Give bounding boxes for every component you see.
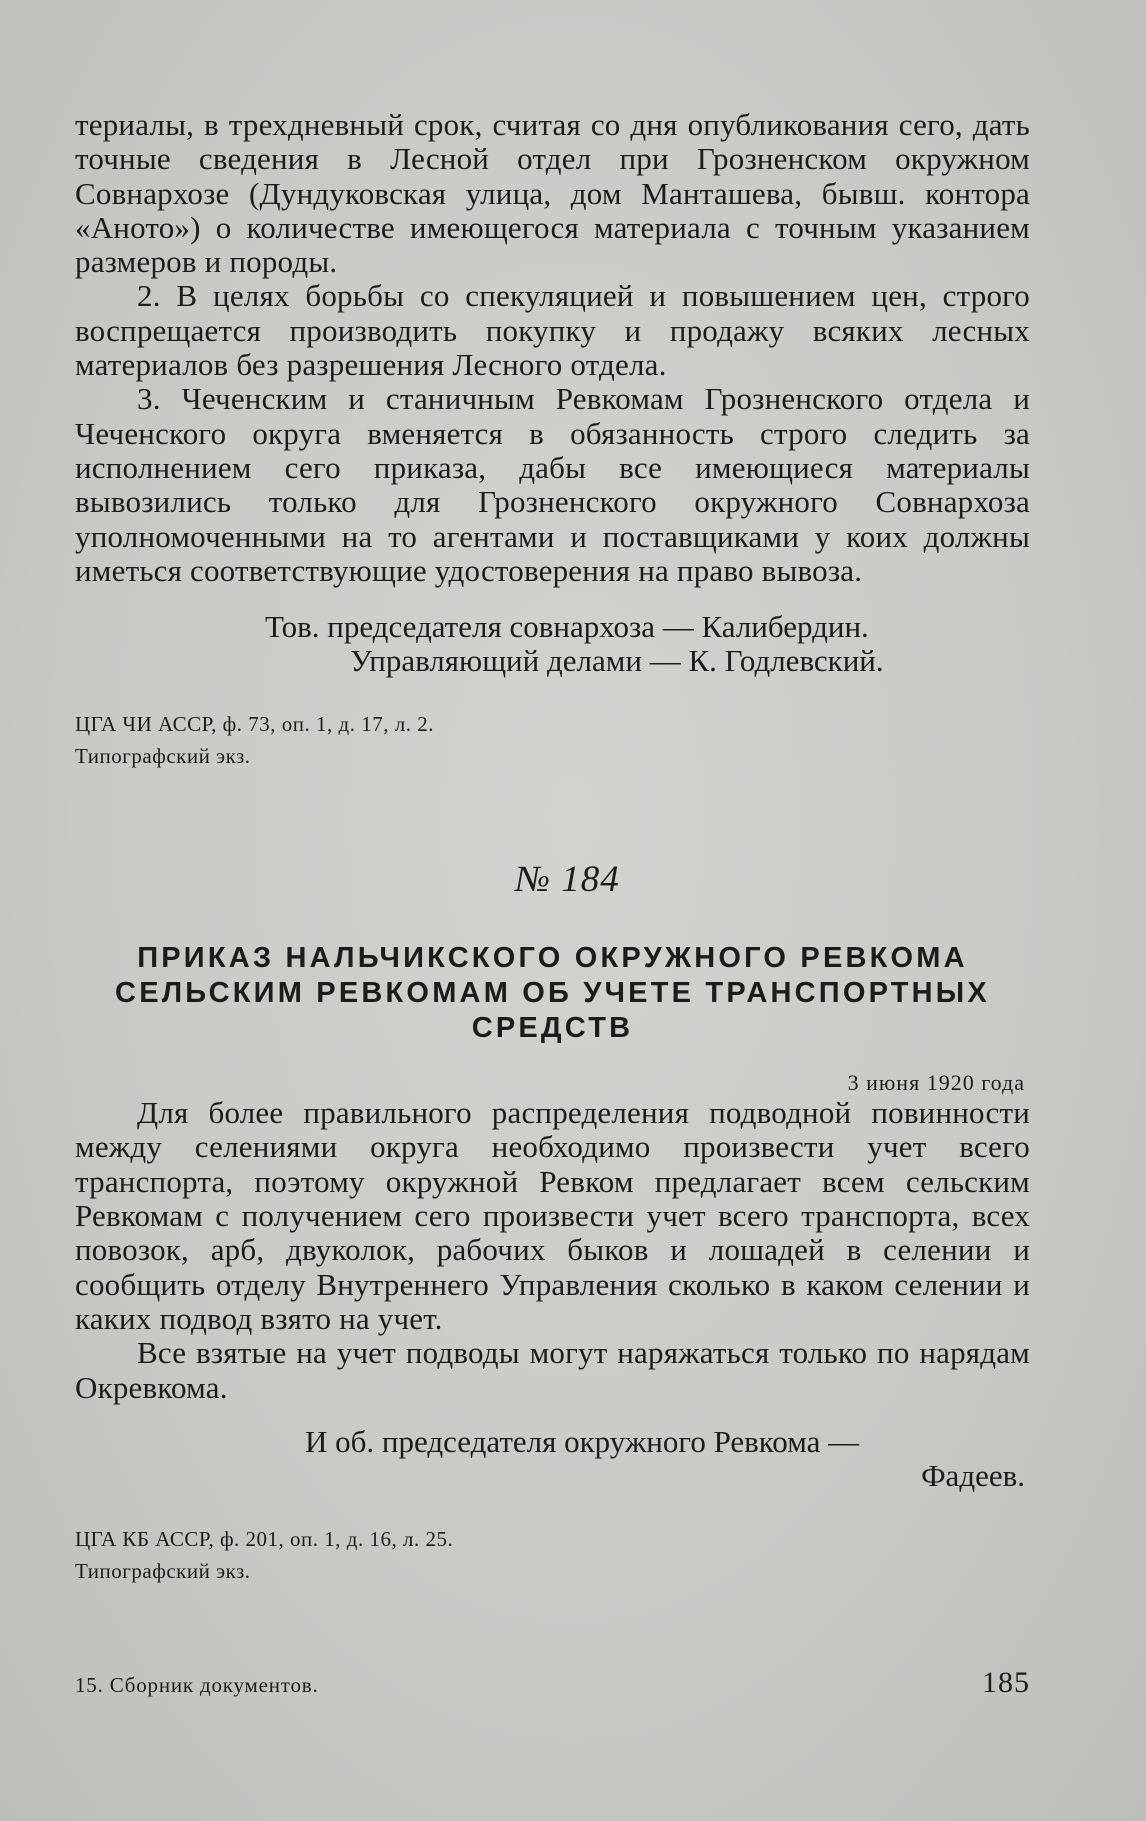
- doc184-signature-name: Фадеев.: [921, 1457, 1025, 1493]
- doc184-number: № 184: [515, 859, 620, 901]
- doc183-paragraph-2: 2. В целях борьбы со спекуляцией и повышением цен, строго воспрещается производить покупку и продажу всяких лесных материалов без разрешения Лесного отдела.: [75, 278, 1030, 383]
- doc183-source-type: Типографский экз.: [75, 744, 251, 769]
- doc184-paragraph-2: Все взятые на учет подводы могут наряжаться только по нарядам Окревкома.: [75, 1335, 1030, 1405]
- doc184-title-line-1: ПРИКАЗ НАЛЬЧИКСКОГО ОКРУЖНОГО РЕВКОМА: [137, 942, 968, 975]
- footer-collection-note: 15. Сборник документов.: [75, 1673, 319, 1697]
- doc184-paragraph-1: Для более правильного распределения подводной повинности между селениями округа необходимо произвести учет всего транспорта, поэтому окружной Ревком предлагает всем сельским Ревкомам с получением сего произвести учет всего транспорта, всех повозок, арб, двуколок, рабочих быков и лошадей в селении и сообщить отделу Внутреннего Управления сколько в каком селении и каких подвод взято на учет.: [75, 1095, 1030, 1336]
- doc184-date: 3 июня 1920 года: [847, 1070, 1025, 1096]
- doc184-signature-title: И об. председателя окружного Ревкома —: [305, 1423, 860, 1459]
- doc184-title: [75, 941, 1030, 1046]
- doc184-source-type: Типографский экз.: [75, 1558, 251, 1583]
- doc184-archive-source: ЦГА КБ АССР, ф. 201, оп. 1, д. 16, л. 25.: [75, 1526, 454, 1551]
- doc183-signature-chairman: Тов. председателя совнархоза — Калибердин.: [265, 609, 869, 645]
- doc183-archive-source: ЦГА ЧИ АССР, ф. 73, оп. 1, д. 17, л. 2.: [75, 712, 434, 737]
- doc184-title-line-2: СЕЛЬСКИМ РЕВКОМАМ ОБ УЧЕТЕ ТРАНСПОРТНЫХ: [115, 977, 990, 1010]
- page-number: 185: [982, 1666, 1030, 1699]
- page-footer: [75, 1666, 1030, 1700]
- doc183-paragraph-continued: териалы, в трехдневный срок, считая со дня опубликования сего, дать точные сведения в Лесной отдел при Грозненском окружном Совнархозе (Дундуковская улица, дом Манташева, бывш. контора «Аното») о количестве имеющегося материала с точным указанием размеров и породы.: [75, 107, 1030, 280]
- doc183-signature-manager: Управляющий делами — К. Годлевский.: [350, 643, 884, 679]
- page-content: [75, 108, 1030, 1587]
- doc183-paragraph-3: 3. Чеченским и станичным Ревкомам Грозненского отдела и Чеченского округа вменяется в обязанность строго следить за исполнением сего приказа, дабы все имеющиеся материалы вывозились только для Грозненского окружного Совнархоза уполномоченными на то агентами и поставщиками у коих должны иметься соответствующие удостоверения на право вывоза.: [75, 381, 1030, 588]
- doc184-title-line-3: СРЕДСТВ: [471, 1012, 634, 1045]
